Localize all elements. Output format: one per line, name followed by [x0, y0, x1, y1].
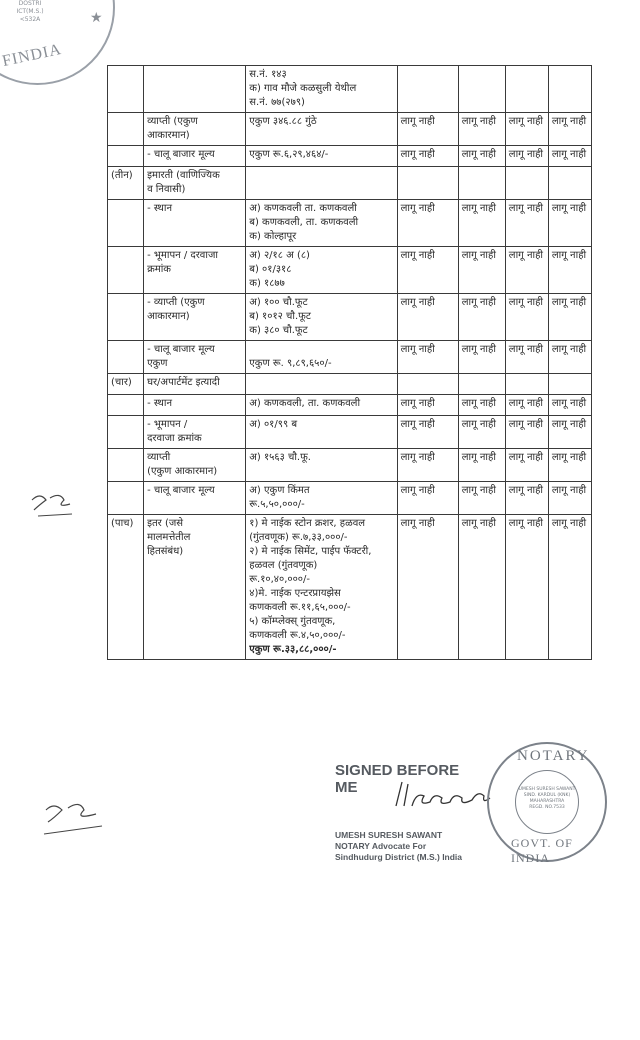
status-cell	[458, 167, 505, 200]
notary-round-seal	[487, 742, 607, 865]
detail-line: अ) १०० चौ.फूट	[249, 297, 308, 308]
label-line: एकुण	[147, 358, 168, 369]
row-number-cell	[108, 482, 144, 515]
row-detail-cell	[246, 146, 397, 167]
row-detail-cell	[246, 167, 397, 200]
detail-line: क) कोल्हापूर	[249, 231, 297, 242]
row-detail-cell	[246, 200, 397, 247]
notary-signature-stamp	[335, 762, 485, 863]
status-cell	[397, 374, 458, 395]
status-cell: लागू नाही	[397, 482, 458, 515]
row-detail-cell	[246, 449, 397, 482]
row-detail-cell	[246, 247, 397, 294]
status-cell: लागू नाही	[397, 113, 458, 146]
status-cell: लागू नाही	[458, 113, 505, 146]
row-label-cell	[144, 515, 246, 660]
status-cell	[505, 167, 548, 200]
seal-inner-line: SIND. KARDUL (KNK)	[523, 793, 571, 798]
detail-line: क) १८७७	[249, 278, 285, 289]
detail-line: १) मे नाईक स्टोन क्रशर, हळवल	[249, 518, 366, 529]
label-line: - व्याप्ती (एकुण	[147, 297, 205, 308]
label-line: मालमत्तेतील	[147, 532, 191, 543]
status-cell: लागू नाही	[505, 146, 548, 167]
table-row	[108, 167, 592, 200]
status-cell: लागू नाही	[505, 341, 548, 374]
seal-top-text: NOTARY	[517, 748, 590, 764]
status-cell: लागू नाही	[505, 200, 548, 247]
status-cell: लागू नाही	[458, 482, 505, 515]
status-cell: लागू नाही	[397, 247, 458, 294]
detail-line: अ) १५६३ चौ.फू.	[249, 452, 311, 463]
label-line: आकारमान)	[147, 130, 190, 141]
detail-line	[249, 343, 393, 357]
label-line: व्याप्ती (एकुण	[147, 116, 198, 127]
seal-inner-line: UMESH SURESH SAWANT	[518, 787, 576, 792]
detail-line: अ) कणकवली ता. कणकवली	[249, 203, 357, 214]
table-row	[108, 247, 592, 294]
row-label-cell	[144, 395, 246, 416]
status-cell: लागू नाही	[505, 515, 548, 660]
row-number-cell	[108, 449, 144, 482]
detail-line: ४)मे. नाईक एन्टरप्रायझेस	[249, 588, 341, 599]
row-number-cell	[108, 247, 144, 294]
seal-line: ICT(M.S.)	[16, 8, 44, 15]
notary-signature	[390, 776, 500, 816]
status-cell: लागू नाही	[397, 294, 458, 341]
seal-inner-line: MAHARASHTRA	[529, 799, 565, 804]
detail-line: एकुण रू. ९,८९,६५०/-	[249, 358, 332, 369]
status-cell: लागू नाही	[458, 247, 505, 294]
row-number-cell	[108, 294, 144, 341]
row-detail-cell	[246, 341, 397, 374]
detail-line: कणकवली रू.४,५०,०००/-	[249, 630, 346, 641]
status-cell: लागू नाही	[397, 146, 458, 167]
label-line: दरवाजा क्रमांक	[147, 433, 202, 444]
detail-line: क) ३८० चौ.फूट	[249, 325, 308, 336]
status-cell: लागू नाही	[458, 515, 505, 660]
label-line: - भूमापन / दरवाजा	[147, 250, 218, 261]
label-line: व्याप्ती	[147, 452, 171, 463]
row-label-cell	[144, 341, 246, 374]
row-number-cell: (तीन)	[108, 167, 144, 200]
detail-line: अ) ०१/९९ ब	[249, 419, 298, 430]
detail-line: अ) कणकवली, ता. कणकवली	[249, 398, 361, 409]
row-detail-cell	[246, 374, 397, 395]
status-cell: लागू नाही	[397, 449, 458, 482]
detail-line: रू.१०,४०,०००/-	[249, 574, 310, 585]
row-label-cell	[144, 167, 246, 200]
status-cell: लागू नाही	[505, 482, 548, 515]
status-cell: लागू नाही	[505, 449, 548, 482]
detail-line: हळवल (गुंतवणूक)	[249, 560, 318, 571]
row-number-cell	[108, 113, 144, 146]
status-cell	[397, 167, 458, 200]
table-row	[108, 515, 592, 660]
status-cell: लागू नाही	[548, 416, 591, 449]
status-cell: लागू नाही	[505, 395, 548, 416]
row-label-cell	[144, 200, 246, 247]
row-detail-cell	[246, 482, 397, 515]
table-row	[108, 449, 592, 482]
status-cell: लागू नाही	[458, 395, 505, 416]
row-detail-cell	[246, 395, 397, 416]
status-cell	[548, 66, 591, 113]
table-row	[108, 395, 592, 416]
label-line: आकारमान)	[147, 311, 190, 322]
status-cell	[397, 66, 458, 113]
row-label-cell	[144, 374, 246, 395]
row-detail-cell	[246, 515, 397, 660]
row-number-cell	[108, 416, 144, 449]
detail-line: क) गाव मौजे कळसुली येथील	[249, 83, 357, 94]
notary-district: Sindhudurg District (M.S.) India	[335, 852, 463, 862]
detail-line: रू.५,५०,०००/-	[249, 499, 305, 510]
detail-line: स.नं. १४३	[249, 69, 287, 80]
row-detail-cell	[246, 416, 397, 449]
row-number-cell: (चार)	[108, 374, 144, 395]
status-cell	[458, 374, 505, 395]
label-line: हितसंबंध)	[147, 546, 184, 557]
row-number-cell	[108, 200, 144, 247]
status-cell	[505, 374, 548, 395]
label-line: - चालू बाजार मूल्य	[147, 149, 215, 160]
seal-inner-line: REGD. NO.7533	[529, 805, 565, 810]
status-cell: लागू नाही	[505, 113, 548, 146]
row-label-cell	[144, 449, 246, 482]
status-cell	[548, 374, 591, 395]
status-cell: लागू नाही	[505, 416, 548, 449]
status-cell: लागू नाही	[548, 146, 591, 167]
row-label-cell	[144, 113, 246, 146]
label-line: - चालू बाजार मूल्य	[147, 485, 215, 496]
label-line: घर/अपार्टमेंट इत्यादी	[147, 377, 220, 388]
status-cell: लागू नाही	[505, 294, 548, 341]
seal-bottom-text: GOVT. OF INDIA	[511, 836, 573, 865]
status-cell: लागू नाही	[458, 341, 505, 374]
status-cell: लागू नाही	[548, 113, 591, 146]
status-cell: लागू नाही	[548, 482, 591, 515]
table-row	[108, 294, 592, 341]
row-label-cell	[144, 482, 246, 515]
status-cell: लागू नाही	[548, 247, 591, 294]
status-cell: लागू नाही	[397, 515, 458, 660]
detail-line: अ) २/१८ अ (८)	[249, 250, 310, 261]
top-seal-ring-text: FINDIA	[0, 40, 64, 71]
detail-line: अ) एकुण किंमत	[249, 485, 310, 496]
status-cell: लागू नाही	[458, 294, 505, 341]
row-label-cell	[144, 294, 246, 341]
row-detail-cell	[246, 66, 397, 113]
label-line: - भूमापन /	[147, 419, 188, 430]
notary-title: NOTARY Advocate For	[335, 841, 427, 851]
detail-line: ब) कणकवली, ता. कणकवली	[249, 217, 359, 228]
status-cell: लागू नाही	[458, 146, 505, 167]
status-cell: लागू नाही	[458, 200, 505, 247]
label-line: व निवासी)	[147, 184, 186, 195]
seal-inner-text	[515, 770, 579, 834]
row-label-cell	[144, 66, 246, 113]
status-cell: लागू नाही	[397, 341, 458, 374]
row-label-cell	[144, 416, 246, 449]
row-number-cell: (पाच)	[108, 515, 144, 660]
row-number-cell	[108, 66, 144, 113]
status-cell: लागू नाही	[548, 395, 591, 416]
detail-line: २) मे नाईक सिमेंट, पाईप फॅक्टरी,	[249, 546, 372, 557]
detail-line: एकुण रू.६,२९,४६४/-	[249, 149, 329, 160]
assets-table-body	[108, 66, 592, 660]
status-cell: लागू नाही	[397, 416, 458, 449]
row-number-cell	[108, 341, 144, 374]
row-detail-cell	[246, 113, 397, 146]
seal-line: DOSTRI	[18, 0, 42, 7]
label-line: - स्थान	[147, 398, 173, 409]
detail-line: (गुंतवणूक) रू.७,३३,०००/-	[249, 532, 348, 543]
detail-line: स.नं. ७७(२७९)	[249, 97, 305, 108]
assets-table	[107, 65, 592, 660]
table-row	[108, 416, 592, 449]
status-cell: लागू नाही	[548, 294, 591, 341]
status-cell: लागू नाही	[548, 200, 591, 247]
top-seal-inner-text	[0, 0, 60, 24]
table-row	[108, 66, 592, 113]
status-cell: लागू नाही	[548, 341, 591, 374]
top-notary-seal	[0, 0, 115, 85]
seal-line: <532A	[19, 16, 41, 23]
detail-line: ५) कॉम्प्लेक्स् गुंतवणूक,	[249, 616, 336, 627]
detail-line: ब) १०१२ चौ.फूट	[249, 311, 311, 322]
row-number-cell	[108, 395, 144, 416]
status-cell: लागू नाही	[548, 449, 591, 482]
status-cell: लागू नाही	[458, 416, 505, 449]
status-cell: लागू नाही	[397, 200, 458, 247]
notary-name: UMESH SURESH SAWANT	[335, 830, 443, 840]
row-label-cell	[144, 146, 246, 167]
status-cell: लागू नाही	[397, 395, 458, 416]
row-label-cell	[144, 247, 246, 294]
status-cell	[505, 66, 548, 113]
table-row	[108, 482, 592, 515]
star-icon: ★	[90, 10, 103, 26]
status-cell: लागू नाही	[548, 515, 591, 660]
table-row	[108, 146, 592, 167]
label-line: - चालू बाजार मूल्य	[147, 344, 215, 355]
detail-line: एकुण रू.३३,८८,०००/-	[249, 644, 337, 655]
row-detail-cell	[246, 294, 397, 341]
status-cell	[548, 167, 591, 200]
status-cell: लागू नाही	[458, 449, 505, 482]
label-line: इतर (जसे	[147, 518, 184, 529]
label-line: क्रमांक	[147, 264, 171, 275]
table-row	[108, 374, 592, 395]
status-cell	[458, 66, 505, 113]
table-row	[108, 341, 592, 374]
label-line: इमारती (वाणिज्यिक	[147, 170, 220, 181]
margin-initials-mark	[28, 490, 78, 520]
label-line: - स्थान	[147, 203, 173, 214]
table-row	[108, 200, 592, 247]
margin-signature-mark	[40, 800, 110, 840]
table-row	[108, 113, 592, 146]
label-line: (एकुण आकारमान)	[147, 466, 218, 477]
signed-before-text: SIGNED BEFORE ME	[335, 762, 460, 796]
detail-line: कणकवली रू.११,६५,०००/-	[249, 602, 351, 613]
row-number-cell	[108, 146, 144, 167]
detail-line: ब) ०१/३१८	[249, 264, 292, 275]
detail-line: एकुण ३४६.८८ गुंठे	[249, 116, 317, 127]
status-cell: लागू नाही	[505, 247, 548, 294]
